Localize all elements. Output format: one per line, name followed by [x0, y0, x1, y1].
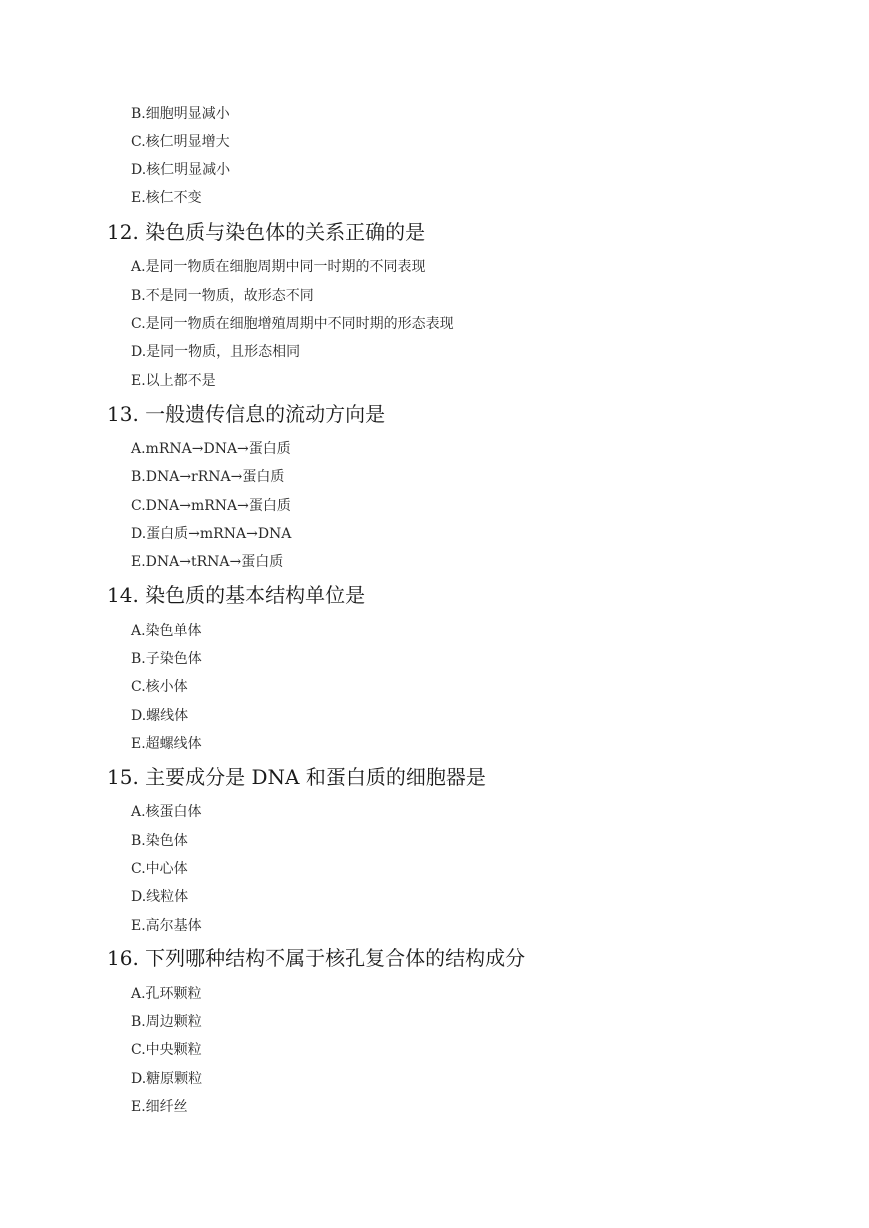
answer-option: C.核仁明显增大 [131, 134, 230, 150]
answer-option: B.子染色体 [131, 651, 202, 667]
question-title: 16. 下列哪种结构不属于核孔复合体的结构成分 [107, 946, 526, 970]
answer-option: E.DNA→tRNA→蛋白质 [131, 554, 284, 570]
question-title: 13. 一般遗传信息的流动方向是 [107, 402, 386, 426]
answer-option: D.糖原颗粒 [131, 1071, 203, 1087]
answer-option: C.中央颗粒 [131, 1042, 202, 1058]
answer-option: E.以上都不是 [131, 373, 216, 389]
answer-option: C.是同一物质在细胞增殖周期中不同时期的形态表现 [131, 316, 454, 332]
answer-option: C.中心体 [131, 861, 188, 877]
answer-option: E.细纤丝 [131, 1099, 188, 1115]
answer-option: E.超螺线体 [131, 736, 202, 752]
answer-option: D.螺线体 [131, 708, 189, 724]
answer-option: A.染色单体 [131, 623, 202, 639]
question-title: 14. 染色质的基本结构单位是 [107, 583, 366, 607]
answer-option: B.周边颗粒 [131, 1014, 202, 1030]
answer-option: E.高尔基体 [131, 918, 202, 934]
answer-option: D.是同一物质，且形态相同 [131, 344, 301, 360]
answer-option: C.核小体 [131, 679, 188, 695]
answer-option: B.不是同一物质，故形态不同 [131, 288, 314, 304]
question-title: 12. 染色质与染色体的关系正确的是 [107, 220, 426, 244]
question-title: 15. 主要成分是 DNA 和蛋白质的细胞器是 [107, 765, 486, 789]
answer-option: A.核蛋白体 [131, 804, 202, 820]
answer-option: D.核仁明显减小 [131, 162, 231, 178]
answer-option: A.mRNA→DNA→蛋白质 [131, 441, 291, 457]
answer-option: D.线粒体 [131, 889, 189, 905]
answer-option: B.染色体 [131, 833, 188, 849]
answer-option: A.孔环颗粒 [131, 986, 202, 1002]
answer-option: A.是同一物质在细胞周期中同一时期的不同表现 [131, 259, 426, 275]
answer-option: D.蛋白质→mRNA→DNA [131, 526, 292, 542]
answer-option: B.DNA→rRNA→蛋白质 [131, 469, 285, 485]
answer-option: B.细胞明显减小 [131, 106, 230, 122]
answer-option: C.DNA→mRNA→蛋白质 [131, 498, 291, 514]
answer-option: E.核仁不变 [131, 190, 202, 206]
